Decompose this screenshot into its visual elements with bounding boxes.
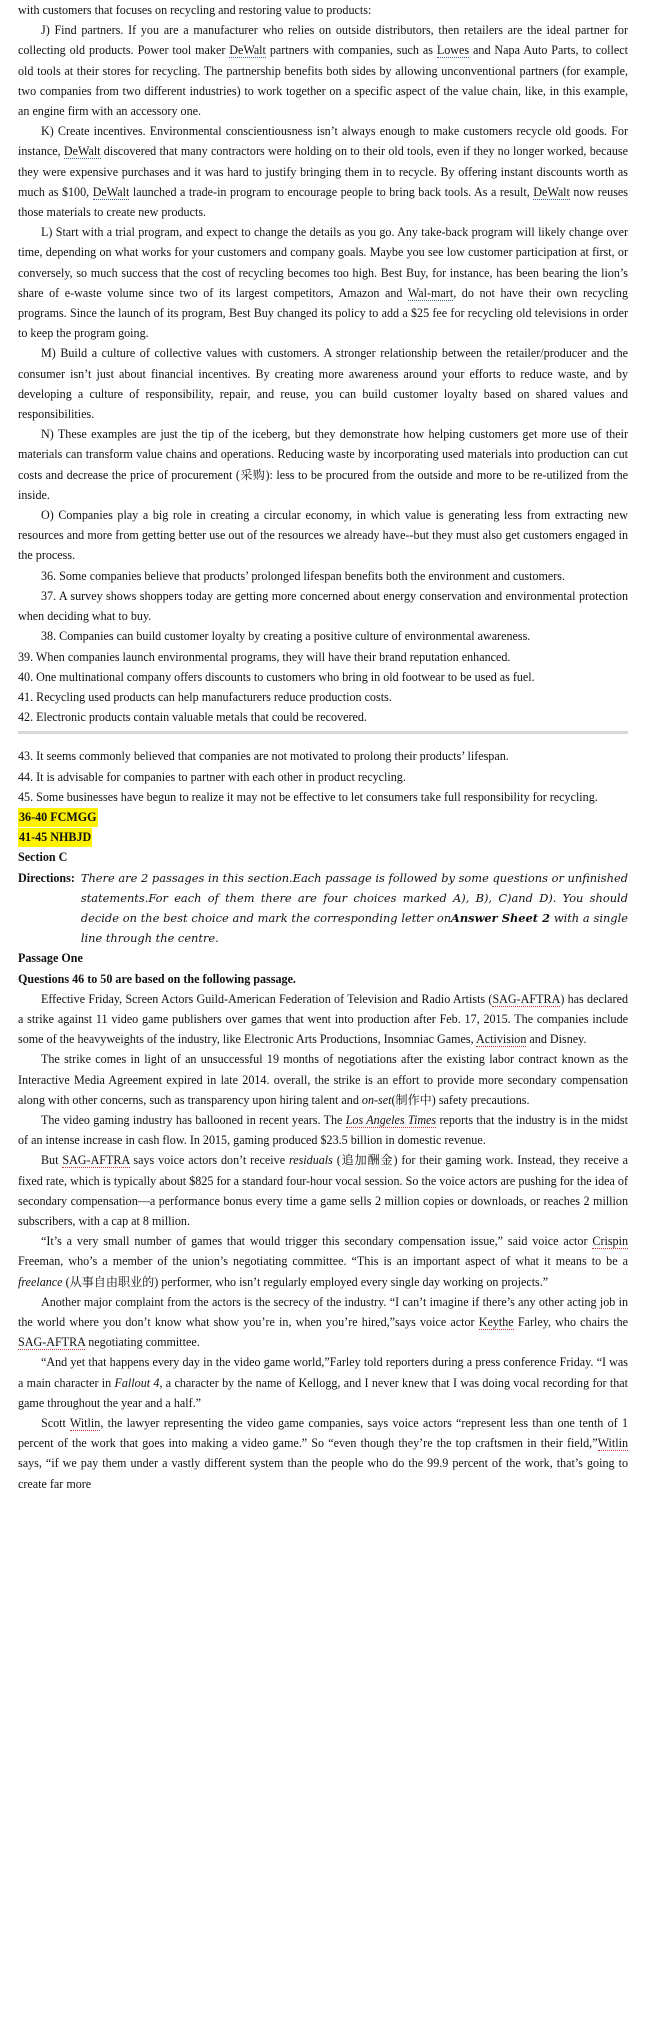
paragraph-l: [18, 222, 628, 343]
proper-noun-dewalt: DeWalt: [63, 144, 101, 159]
proper-noun-activision: Activision: [476, 1032, 527, 1047]
proper-noun-sag-aftra: SAG-AFTRA: [492, 991, 561, 1006]
statement-37: 37. A survey shows shoppers today are getting more concerned about energy conservation and environmental protection when deciding what to buy.: [18, 588, 628, 624]
passage-text: But: [40, 1153, 63, 1168]
passage-text: reports that the industry is in the midst of an intense increase in cash flow. In 2015, gaming produced $23.5 billion in domestic revenue.: [18, 1112, 628, 1148]
paragraph-k-text: discovered that many contractors were holding on to their old tools, even if they no longer worked, because they were expensive purchases and it was hard to justify bringing them in to recycle. By offering instant discounts worth as much as $100,: [18, 144, 628, 199]
game-title: Fallout 4: [114, 1375, 160, 1390]
paragraph-l-text: , do not have their own recycling programs. Since the launch of its program, Best Buy changed its policy to add a $25 fee for recycling old televisions in order to keep the program going.: [18, 285, 628, 341]
term-on-set: on-set: [361, 1092, 392, 1107]
proper-noun-witlin: Witlin: [69, 1416, 101, 1431]
proper-noun-dewalt: DeWalt: [533, 184, 570, 199]
answer-sheet-label: Answer Sheet 2: [451, 910, 551, 925]
statement-40: 40. One multinational company offers discounts to customers who bring in old footwear to be used as fuel.: [18, 669, 535, 684]
proper-noun-crispin: Crispin: [592, 1234, 628, 1249]
paragraph-k: [18, 121, 628, 222]
statement-36: 36. Some companies believe that products’ prolonged lifespan benefits both the environment and customers.: [40, 568, 566, 583]
passage-text: says voice actors don’t receive: [129, 1153, 289, 1168]
proper-noun-witlin: Witlin: [597, 1436, 628, 1451]
statement-39: 39. When companies launch environmental programs, they will have their brand reputation enhanced.: [18, 649, 511, 664]
statement-45: 45. Some businesses have begun to realize it may not be effective to let consumers take full responsibility for recycling.: [18, 789, 598, 804]
answer-key-36-40: [18, 807, 628, 827]
passage-paragraph-2: [18, 1049, 628, 1110]
questions-line: Questions 46 to 50 are based on the following passage.: [18, 971, 296, 986]
paragraph-j-text: and Napa Auto Parts, to collect old tools at their stores for recycling. The partnership benefits both sides by allowing unconventional partners (for example, two companies from two different industries) to work together on a specific aspect of the value chain, like, in this example, an engine firm with an accessory one.: [18, 43, 628, 119]
answer-highlight: 41-45 NHBJD: [18, 828, 92, 847]
passage-text: The video gaming industry has ballooned in recent years. The: [40, 1112, 346, 1127]
term-residuals: residuals: [288, 1153, 333, 1168]
answer-highlight: 36-40 FCMGG: [18, 808, 98, 827]
statement-41: 41. Recycling used products can help manufacturers reduce production costs.: [18, 689, 392, 704]
proper-noun-dewalt: DeWalt: [92, 184, 130, 199]
paragraph-j: [18, 20, 628, 121]
proper-noun-keythe: Keythe: [478, 1315, 514, 1329]
passage-text: says, “if we pay them under a vastly different system than the people who do the 99.9 percent of the work, that’s going to create far more: [18, 1456, 628, 1491]
proper-noun-dewalt: DeWalt: [229, 43, 266, 58]
paragraph-n: N) These examples are just the tip of the iceberg, but they demonstrate how helping customers get more use of their materials can transform value chains and operations. Reducing waste by incorporating used materials into production can cut costs and decrease the price of procurement (采购): less to be procured from the outside and more to be re-utilized from the inside.: [18, 427, 628, 502]
passage-text: “It’s a very small number of games that would trigger this secondary compensation issue,” said voice actor: [40, 1234, 593, 1249]
passage-text: Farley, who chairs the: [513, 1315, 628, 1329]
passage-text: Another major complaint from the actors is the secrecy of the industry. “I can’t imagine if there’s any other acting job in the world where you don’t know what show you’re in, when you’re hired,”says voice actor: [18, 1294, 628, 1329]
passage-text: Scott: [40, 1416, 70, 1431]
intro-tail-line: with customers that focuses on recycling and restoring value to products:: [18, 3, 372, 17]
directions-body: There are 2 passages in this section.Each passage is followed by some questions or unfinished statements.For each of them there are four choices marked A), B), C)and D). You should decide on the best choice and mark the corresponding letter on: [80, 870, 628, 925]
passage-paragraph-7: [18, 1352, 628, 1413]
proper-noun-sag-aftra: SAG-AFTRA: [62, 1153, 130, 1168]
proper-noun-walmart: Wal-mart: [407, 285, 454, 300]
passage-paragraph-8: [18, 1413, 628, 1494]
page-divider: [18, 731, 628, 746]
paragraph-o: O) Companies play a big role in creating a circular economy, in which value is generating less from extracting new resources and more from getting better use out of the resources we already have--but they must also get customers engaged in the process.: [18, 508, 628, 563]
statement-38: 38. Companies can build customer loyalty by creating a positive culture of environmental awareness.: [40, 629, 531, 644]
passage-text: , the lawyer representing the video game companies, says voice actors “represent less than one tenth of 1 percent of the work that goes into making a video game.” So “even though they’re the top craftsmen in their field,”: [18, 1416, 628, 1451]
paragraph-k-text: K) Create incentives. Environmental conscientiousness isn’t always enough to make customers recycle old goods. For instance,: [18, 124, 628, 159]
paragraph-k-text: launched a trade-in program to encourage people to bring back tools. As a result,: [129, 184, 534, 199]
paragraph-j-text: J) Find partners. If you are a manufacturer who relies on outside distributors, then retailers are the ideal partner for collecting old products. Power tool maker: [18, 23, 628, 58]
paragraph-j-text: partners with companies, such as: [265, 43, 437, 58]
directions-label: Directions:: [18, 870, 75, 885]
statement-44: 44. It is advisable for companies to partner with each other in product recycling.: [18, 769, 406, 784]
passage-text: ) has declared a strike against 11 video game publishers over games that went into production after Feb. 17, 2015. The companies include some of the heavyweights of the industry, like Electronic Arts Productions, Insomniac Games,: [18, 991, 628, 1047]
passage-paragraph-1: [18, 989, 628, 1050]
answer-key-41-45: [18, 827, 628, 847]
section-title: Section C: [18, 850, 68, 865]
passage-text: (从事自由职业的) performer, who isn’t regularly employed every single day working on projects.”: [62, 1274, 549, 1289]
directions-tail: with a single line through the centre.: [80, 910, 628, 946]
passage-text: Freeman, who’s a member of the union’s negotiating committee. “This is an important aspect of what it means to be a: [18, 1254, 628, 1269]
statement-43: 43. It seems commonly believed that companies are not motivated to prolong their products’ lifespan.: [18, 749, 509, 764]
passage-text: Effective Friday, Screen Actors Guild-American Federation of Television and Radio Artists (: [40, 991, 493, 1006]
paragraph-m: M) Build a culture of collective values with customers. A stronger relationship between the retailer/producer and the consumer isn’t just about financial incentives. By creating more awareness around your efforts to reduce waste, and by developing a culture of responsibility, repair, and reuse, you can build customer loyalty based on shared values and responsibilities.: [18, 346, 628, 422]
paragraph-l-text: L) Start with a trial program, and expect to change the details as you go. Any take-back program will likely change over time, depending on what works for your customers and company goals. Maybe you see low customer participation at first, or conversely, so much success that the cost of recycling becomes too high. Best Buy, for instance, has been bearing the lion’s share of e-waste volume since two of its largest competitors, Amazon and: [18, 225, 628, 300]
document-page: [18, 0, 628, 1494]
passage-text: “And yet that happens every day in the video game world,”Farley told reporters during a press conference Friday. “I was a main character in: [18, 1355, 628, 1390]
passage-text: (追加酬金) for their gaming work. Instead, they receive a fixed rate, which is typically about $825 for a standard four-hour vocal session. So the voice actors are pushing for the idea of secondary compensation—a performance bonus every time a game sells 2 million copies or downloads, or reaches 2 million subscribers, with a cap at 8 million.: [18, 1153, 628, 1228]
passage-paragraph-5: [18, 1231, 628, 1292]
proper-noun-lowes: Lowes: [436, 43, 470, 58]
passage-text: and Disney.: [526, 1032, 587, 1047]
paragraph-k-text: now reuses those materials to create new products.: [18, 184, 628, 220]
term-freelance: freelance: [18, 1274, 63, 1289]
proper-noun-sag-aftra: SAG-AFTRA: [18, 1335, 86, 1350]
passage-paragraph-4: [18, 1150, 628, 1231]
publication-name: Los Angeles Times: [345, 1112, 437, 1127]
passage-paragraph-6: [18, 1292, 628, 1353]
passage-paragraph-3: [18, 1110, 628, 1150]
passage-text: negotiating committee.: [85, 1335, 200, 1350]
passage-text: , a character by the name of Kellogg, and I never knew that I was doing vocal recording for that game throughout the year and a half.”: [18, 1375, 628, 1410]
statement-42: 42. Electronic products contain valuable metals that could be recovered.: [18, 710, 367, 725]
directions-block: [18, 868, 628, 949]
directions-text: [81, 868, 628, 949]
passage-text: The strike comes in light of an unsuccessful 19 months of negotiations after the existing labor contract known as the Interactive Media Agreement expired in late 2014. overall, the strike is an effort to provide more secondary compensation along with other concerns, such as transparency upon hiring talent and: [18, 1052, 628, 1107]
passage-text: (制作中) safety precautions.: [391, 1092, 530, 1107]
passage-title: Passage One: [18, 951, 83, 966]
